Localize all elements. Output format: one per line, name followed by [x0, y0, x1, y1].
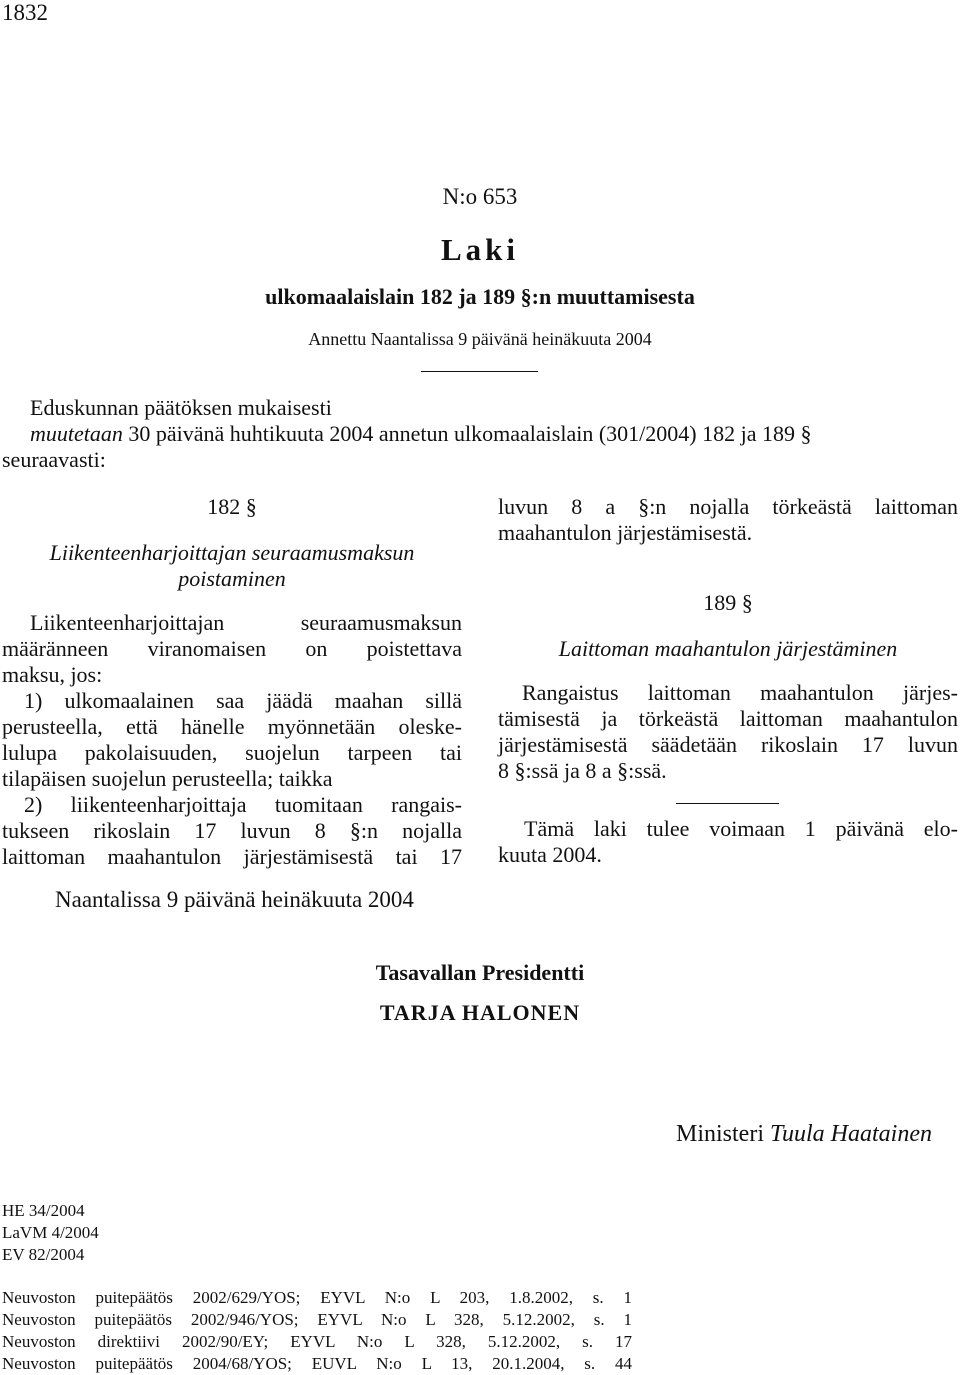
reference-item: EV 82/2004: [2, 1245, 85, 1264]
eu-reference-item: Neuvoston puitepäätös 2002/629/YOS; EYVL N:o L 203, 1.8.2002, s. 1: [2, 1288, 632, 1307]
section-189-line: 8 §:ssä ja 8 a §:ssä.: [498, 758, 667, 783]
title-divider: [421, 371, 538, 372]
section-182-heading-line-2: poistaminen: [178, 566, 286, 591]
section-182-number: 182 §: [207, 494, 257, 519]
section-182-line: lulupa pakolaisuuden, suojelun tarpeen tai: [2, 740, 462, 765]
reference-item: LaVM 4/2004: [2, 1223, 99, 1242]
entry-into-force-line-1: Tämä laki tulee voimaan 1 päivänä elo-: [524, 816, 958, 841]
eu-reference-item: Neuvoston direktiivi 2002/90/EY; EYVL N:o L 328, 5.12.2002, s. 17: [2, 1332, 632, 1351]
reference-item: HE 34/2004: [2, 1201, 85, 1220]
section-182-line: Liikenteenharjoittajan seuraamusmaksun: [30, 610, 462, 635]
intro-verb: muutetaan: [30, 421, 123, 446]
section-182-line: tukseen rikoslain 17 luvun 8 §:n nojalla: [2, 818, 462, 843]
section-182-line: tilapäisen suojelun perusteella; taikka: [2, 766, 333, 791]
section-182-line: 2) liikenteenharjoittaja tuomitaan rangais-: [24, 792, 462, 817]
page-number: 1832: [2, 0, 48, 25]
section-182-continued-line: maahantulon järjestämisestä.: [498, 520, 753, 545]
given-date: Annettu Naantalissa 9 päivänä heinäkuuta 2004: [308, 329, 652, 349]
section-182-line: määränneen viranomaisen on poistettava: [2, 636, 462, 661]
intro-line-2-rest: 30 päivänä huhtikuuta 2004 annetun ulkomaalaislain (301/2004) 182 ja 189 §: [122, 421, 812, 446]
left-column: [2, 494, 462, 870]
section-182-line: maksu, jos:: [2, 662, 103, 687]
minister-name: Tuula Haatainen: [769, 1121, 932, 1147]
legislative-references: [2, 1200, 99, 1266]
entry-into-force-line-2: kuuta 2004.: [498, 842, 602, 867]
entry-into-force: [498, 816, 958, 868]
document-title: Laki: [440, 232, 520, 267]
section-182-heading-line-1: Liikenteenharjoittajan seuraamusmaksun: [49, 540, 415, 565]
eu-references: [2, 1287, 632, 1375]
president-name: TARJA HALONEN: [379, 1000, 581, 1025]
intro-line-1: Eduskunnan päätöksen mukaisesti: [30, 395, 332, 420]
section-189-heading: Laittoman maahantulon järjestäminen: [558, 636, 898, 661]
section-182-continued-line: luvun 8 a §:n nojalla törkeästä laittoman: [498, 494, 958, 519]
section-189-line: tämisestä ja törkeästä laittoman maahantulon: [498, 706, 958, 731]
document-subtitle: ulkomaalaislain 182 ja 189 §:n muuttamisesta: [265, 284, 695, 309]
intro-line-3: seuraavasti:: [2, 447, 106, 472]
section-182-line: perusteella, että hänelle myönnetään oleske-: [2, 714, 462, 739]
act-number: N:o 653: [442, 184, 518, 209]
section-189-number: 189 §: [703, 590, 753, 615]
intro-line-2: [30, 421, 960, 447]
section-182-line: laittoman maahantulon järjestämisestä tai 17: [2, 844, 462, 869]
section-182-line: 1) ulkomaalainen saa jäädä maahan sillä: [24, 688, 462, 713]
eu-reference-item: Neuvoston puitepäätös 2002/946/YOS; EYVL N:o L 328, 5.12.2002, s. 1: [2, 1310, 632, 1329]
place-and-date: Naantalissa 9 päivänä heinäkuuta 2004: [55, 887, 414, 912]
section-189-line: järjestämisestä säädetään rikoslain 17 luvun: [498, 732, 958, 757]
minister-signature: [676, 1121, 932, 1148]
section-divider: [676, 803, 779, 804]
section-189-line: Rangaistus laittoman maahantulon järjes-: [522, 680, 958, 705]
eu-reference-item: Neuvoston puitepäätös 2004/68/YOS; EUVL N:o L 13, 20.1.2004, s. 44: [2, 1354, 632, 1373]
president-title: Tasavallan Presidentti: [375, 960, 585, 985]
right-column: [498, 494, 958, 784]
minister-title: Ministeri: [675, 1121, 764, 1147]
